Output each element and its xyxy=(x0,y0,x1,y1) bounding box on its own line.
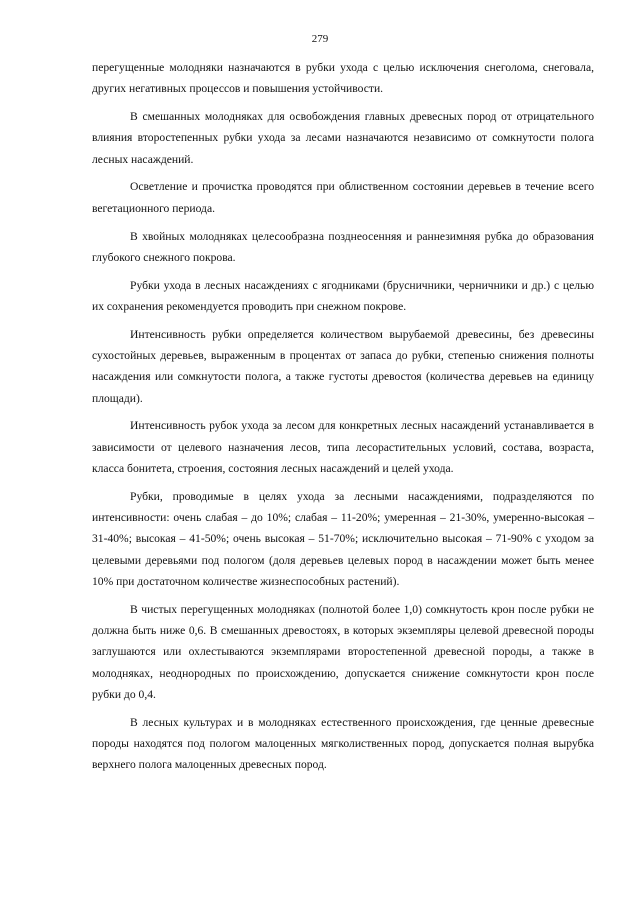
paragraph-5: Рубки ухода в лесных насаждениях с ягодниками (брусничники, черничники и др.) с целью их сохранения рекомендуется проводить при снежном покрове. xyxy=(92,278,594,313)
paragraph-10: В лесных культурах и в молодняках естественного происхождения, где ценные древесные породы находятся под пологом малоценных мягколиственных пород, допускается полная вырубка верхнего полога малоценных древесных пород. xyxy=(92,715,594,772)
paragraph-1: перегущенные молодняки назначаются в рубки ухода с целью исключения снеголома, снеговала, других негативных процессов и повышения устойчивости. xyxy=(92,61,594,96)
paragraph-2: В смешанных молодняках для освобождения главных древесных пород от отрицательного влияния второстепенных рубки ухода за лесами назначаются независимо от сомкнутости полога лесных насаждений. xyxy=(92,110,594,166)
paragraph-6: Интенсивность рубки определяется количеством вырубаемой древесины, без древесины сухостойных деревьев, выраженным в процентах от запаса до рубки, степенью снижения полноты насаждения или сомкнутости полога, а также густоты древостоя (количества деревьев на единицу площади). xyxy=(92,327,594,405)
paragraph-8: Рубки, проводимые в целях ухода за лесными насаждениями, подразделяются по интенсивности: очень слабая – до 10%; слабая – 11-20%; умеренная – 21-30%, умеренно-высокая – 31-40%; высокая – 41-50%; очень высокая – 51-70%; исключительно высокая – 71-90% с уходом за целевыми деревьями под пологом (доля деревьев целевых пород в насаждении может быть менее 10% при достаточном количестве жизнеспособных растений). xyxy=(92,489,594,589)
paragraph-9: В чистых перегущенных молодняках (полнотой более 1,0) сомкнутость крон после рубки не должна быть ниже 0,6. В смешанных древостоях, в которых экземпляры целевой древесной породы заглушаются или охлестываются экземплярами второстепенной древесной породы, а также в молодняках, неоднородных по происхождению, допускается снижение сомкнутости крон после рубки до 0,4. xyxy=(92,602,594,702)
paragraph-7: Интенсивность рубок ухода за лесом для конкретных лесных насаждений устанавливается в зависимости от целевого назначения лесов, типа лесорастительных условий, состава, возраста, класса бонитета, строения, состояния лесных насаждений и целей ухода. xyxy=(92,419,594,476)
page-content xyxy=(92,57,594,782)
page-number: 279 xyxy=(311,33,329,45)
paragraph-3: Осветление и прочистка проводятся при облиственном состоянии деревьев в течение всего вегетационного периода. xyxy=(92,180,594,215)
paragraph-4: В хвойных молодняках целесообразна позднеосенняя и раннезимняя рубка до образования глубокого снежного покрова. xyxy=(92,229,594,264)
